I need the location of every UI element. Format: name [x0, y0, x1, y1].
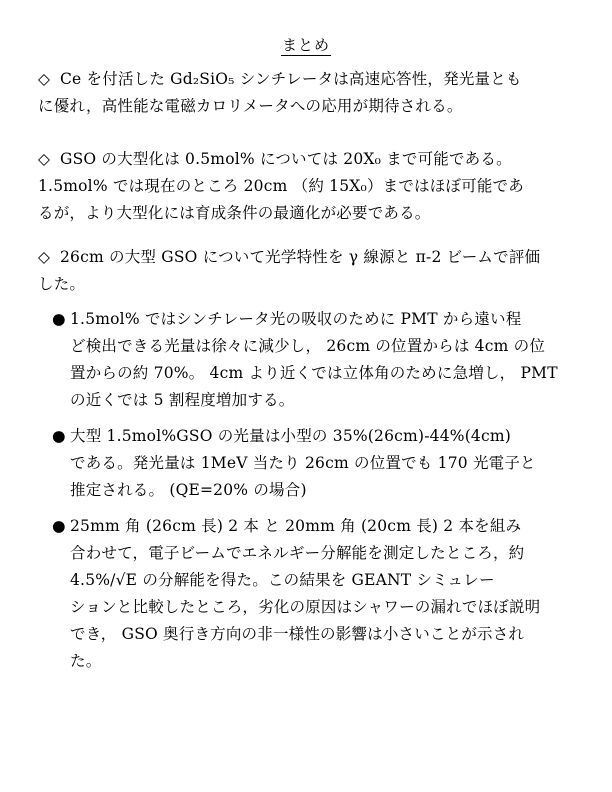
bullet-2-line-2: である。発光量は 1MeV 当たり 26cm の位置でも 170 光電子と — [70, 454, 536, 472]
bullet-icon: ● — [52, 310, 66, 328]
section-3-line-2: した。 — [38, 275, 86, 293]
bullet-3-line-5: でき， GSO 奥行き方向の非一様性の影響は小さいことが示され — [70, 625, 525, 643]
section-3-text-1: 26cm の大型 GSO について光学特性を γ 線源と π-2 ビームで評価 — [60, 248, 541, 266]
page-title-text: まとめ — [281, 36, 330, 54]
bullet-2-line-1: 大型 1.5mol%GSO の光量は小型の 35%(26cm)-44%(4cm) — [70, 427, 512, 445]
bullet-3-line-6: た。 — [70, 652, 102, 670]
section-2-text-1: GSO の大型化は 0.5mol% については 20X₀ まで可能である。 — [60, 150, 512, 168]
diamond-icon: ◇ — [38, 248, 51, 266]
bullet-2-line-3: 推定される。 (QE=20% の場合) — [70, 481, 307, 499]
bullet-3-line-1: 25mm 角 (26cm 長) 2 本 と 20mm 角 (20cm 長) 2 本を組み — [70, 517, 522, 535]
list-item — [48, 513, 568, 675]
list-item — [48, 423, 568, 504]
bullet-1-line-3: 置からの約 70%。 4cm より近くでは立体角のために急増し， PMT — [70, 364, 558, 382]
section-2-line-3: るが，より大型化には育成条件の最適化が必要である。 — [38, 204, 431, 222]
bullet-icon: ● — [52, 427, 66, 445]
section-2-line-1 — [38, 146, 558, 173]
section-3-line-1 — [38, 244, 558, 271]
bullet-1-line-1: 1.5mol% ではシンチレータ光の吸収のために PMT から遠い程 — [70, 310, 522, 328]
bullet-icon: ● — [52, 517, 66, 535]
section-2-line-2: 1.5mol% では現在のところ 20cm （約 15X₀）まではほぼ可能であ — [38, 177, 524, 195]
bullet-1-line-2: ど検出できる光量は徐々に減少し， 26cm の位置からは 4cm の位 — [70, 337, 546, 355]
section-1-line-2: に優れ，高性能な電磁カロリメータへの応用が期待される。 — [38, 97, 463, 115]
section-1-text-1: Ce を付活した Gd₂SiO₅ シンチレータは高速応答性，発光量とも — [60, 70, 522, 88]
diamond-icon: ◇ — [38, 150, 51, 168]
bullet-3-line-4: ションと比較したところ，劣化の原因はシャワーの漏れでほぼ説明 — [70, 598, 541, 616]
summary-section-1 — [38, 66, 558, 120]
summary-section-3 — [38, 244, 558, 298]
list-item — [48, 306, 568, 414]
diamond-icon: ◇ — [38, 70, 51, 88]
page-title — [0, 34, 612, 55]
bullet-3-line-2: 合わせて，電子ビームでエネルギー分解能を測定したところ，約 — [70, 544, 525, 562]
bullet-1-line-4: の近くでは 5 割程度増加する。 — [70, 391, 295, 409]
section-1-line-1 — [38, 66, 558, 93]
summary-section-2 — [38, 146, 558, 227]
bullet-3-line-3: 4.5%/√E の分解能を得た。この結果を GEANT シミュレー — [70, 571, 495, 589]
result-bullet-list — [48, 306, 568, 675]
